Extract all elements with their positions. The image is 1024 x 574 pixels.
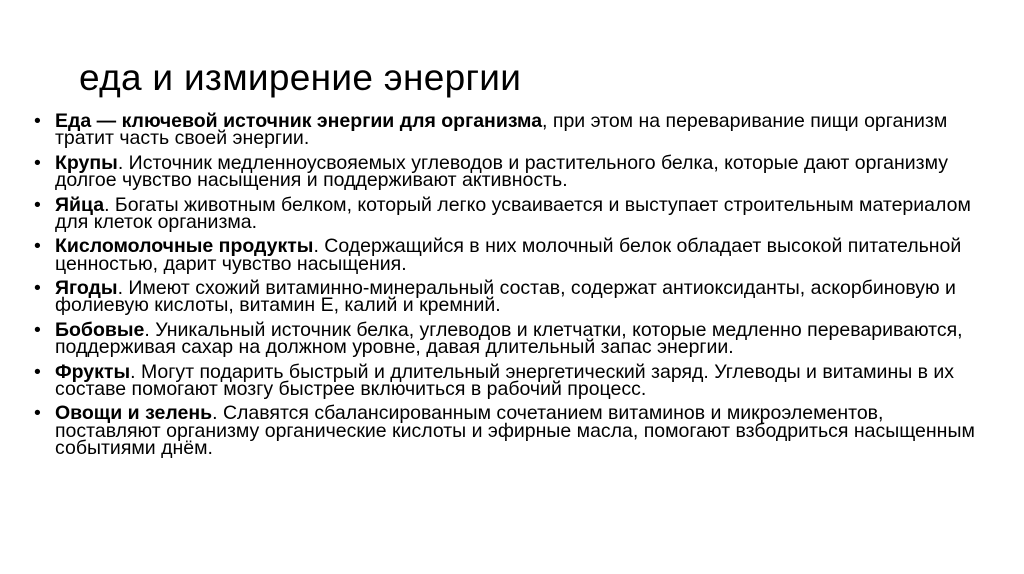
bullet-term: Еда — ключевой источник энергии для организма: [55, 110, 543, 132]
bullet-icon: •: [34, 402, 41, 425]
bullet-text: . Богаты животным белком, который легко усваивается и выступает строительным материалом для клеток организма.: [55, 193, 971, 233]
bullet-icon: •: [34, 277, 41, 300]
bullet-term: Бобовые: [55, 318, 145, 341]
bullet-item-dairy: [30, 235, 990, 275]
bullet-text: . Содержащийся в них молочный белок обладает высокой питательной ценностью, дарит чувство насыщения.: [55, 235, 962, 275]
bullet-list: [30, 110, 990, 465]
bullet-term: Кисломолочные продукты: [55, 235, 314, 258]
bullet-item-food: [30, 110, 990, 150]
bullet-icon: •: [34, 360, 41, 383]
bullet-item-grains: [30, 151, 990, 192]
bullet-term: Яйца: [55, 193, 105, 216]
bullet-term: Ягоды: [55, 277, 118, 300]
bullet-icon: •: [34, 235, 41, 258]
bullet-icon: •: [34, 110, 41, 132]
bullet-item-legumes: [30, 318, 990, 359]
bullet-text: , при этом на переваривание пищи организм тратит часть своей энергии.: [55, 110, 948, 150]
bullet-item-berries: [30, 277, 990, 317]
bullet-icon: •: [34, 193, 41, 216]
slide-title: еда и измирение энергии: [79, 57, 522, 98]
bullet-text: . Славятся сбалансированным сочетанием витаминов и микроэлементов, поставляют организму органические кислоты и эфирные масла, помогают взбодриться насыщенным событиями днём.: [55, 402, 975, 460]
bullet-item-fruits: [30, 360, 990, 400]
bullet-term: Фрукты: [55, 360, 131, 383]
bullet-text: . Имеют схожий витаминно-минеральный состав, содержат антиоксиданты, аскорбиновую и фолиевую кислоты, витамин Е, калий и кремний.: [55, 277, 956, 317]
bullet-text: . Уникальный источник белка, углеводов и клетчатки, которые медленно перевариваются, поддерживая сахар на должном уровне, давая длительный запас энергии.: [55, 318, 963, 359]
bullet-item-eggs: [30, 193, 990, 233]
bullet-text: . Могут подарить быстрый и длительный энергетический заряд. Углеводы и витамины в их составе помогают мозгу быстрее включиться в рабочий процесс.: [55, 360, 955, 400]
bullet-item-vegetables: [30, 402, 990, 460]
bullet-term: Крупы: [55, 151, 118, 174]
bullet-icon: •: [34, 151, 41, 174]
bullet-term: Овощи и зелень: [55, 402, 213, 425]
bullet-text: . Источник медленноусвояемых углеводов и растительного белка, которые дают организму долгое чувство насыщения и поддерживают активность.: [55, 151, 948, 192]
bullet-icon: •: [34, 318, 41, 341]
